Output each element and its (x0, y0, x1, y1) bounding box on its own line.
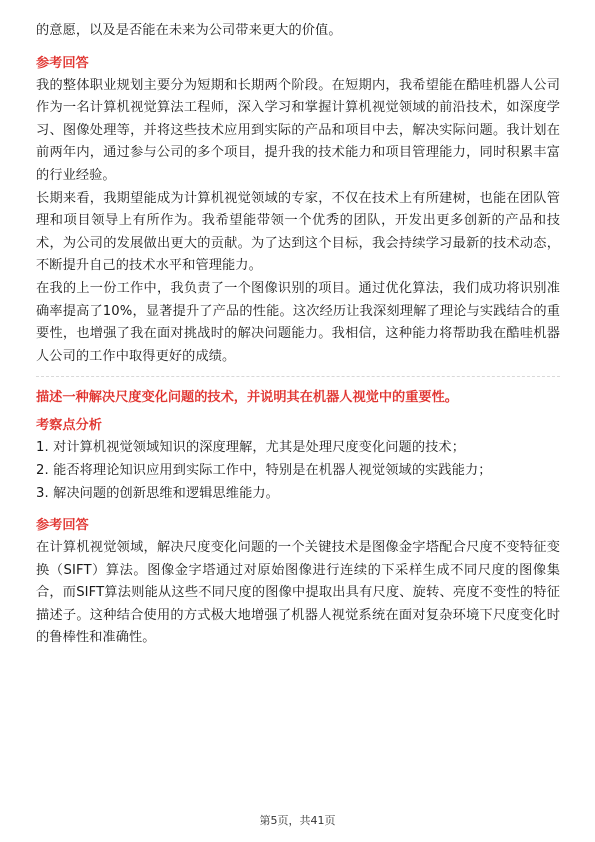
top-fragment: 的意愿，以及是否能在未来为公司带来更大的价值。 (36, 23, 342, 38)
document-page (36, 20, 560, 650)
answer-heading: 参考回答 (36, 518, 89, 534)
analysis-item: 1. 对计算机视觉领域知识的深度理解，尤其是处理尺度变化问题的技术； (36, 440, 465, 456)
analysis-heading: 考察点分析 (36, 418, 102, 434)
answer-paragraph: 在计算机视觉领域，解决尺度变化问题的一个关键技术是图像金字塔配合尺度不变特征变换（SIFT）算法。图像金字塔通过对原始图像进行连续的下采样生成不同尺度的图像集合，而SIFT算法则能从这些不同尺度的图像中提取出具有尺度、旋转、亮度不变性的特征描述子。这种结合使用的方式极大地增强了机器人视觉系统在面对复杂环境下尺度变化时的鲁棒性和准确性。 (36, 540, 560, 646)
analysis-item: 3. 解决问题的创新思维和逻辑思维能力。 (36, 485, 279, 501)
answer-heading: 参考回答 (36, 55, 89, 71)
answer-paragraph: 长期来看，我期望能成为计算机视觉领域的专家，不仅在技术上有所建树，也能在团队管理和项目领导上有所作为。我希望能带领一个优秀的团队，开发出更多创新的产品和技术，为公司的发展做出更大的贡献。为了达到这个目标，我会持续学习最新的技术动态，不断提升自己的技术水平和管理能力。 (36, 190, 560, 274)
answer-paragraph: 我的整体职业规划主要分为短期和长期两个阶段。在短期内，我希望能在酷哇机器人公司作为一名计算机视觉算法工程师，深入学习和掌握计算机视觉领域的前沿技术，如深度学习、图像处理等，并将这些技术应用到实际的产品和项目中去，解决实际问题。我计划在前两年内，通过参与公司的多个项目，提升我的技术能力和项目管理能力，同时积累丰富的行业经验。 (36, 77, 560, 183)
answer-paragraph: 在我的上一份工作中，我负责了一个图像识别的项目。通过优化算法，我们成功将识别准确率提高了10%，显著提升了产品的性能。这次经历让我深刻理解了理论与实践结合的重要性，也增强了我在面对挑战时的解决问题能力。我相信，这种能力将帮助我在酷哇机器人公司的工作中取得更好的成绩。 (36, 280, 560, 364)
page-footer: 第5页，共41页 (259, 814, 336, 827)
section-divider (36, 376, 560, 377)
question-heading: 描述一种解决尺度变化问题的技术，并说明其在机器人视觉中的重要性。 (36, 390, 458, 406)
analysis-item: 2. 能否将理论知识应用到实际工作中，特别是在机器人视觉领域的实践能力； (36, 462, 492, 478)
